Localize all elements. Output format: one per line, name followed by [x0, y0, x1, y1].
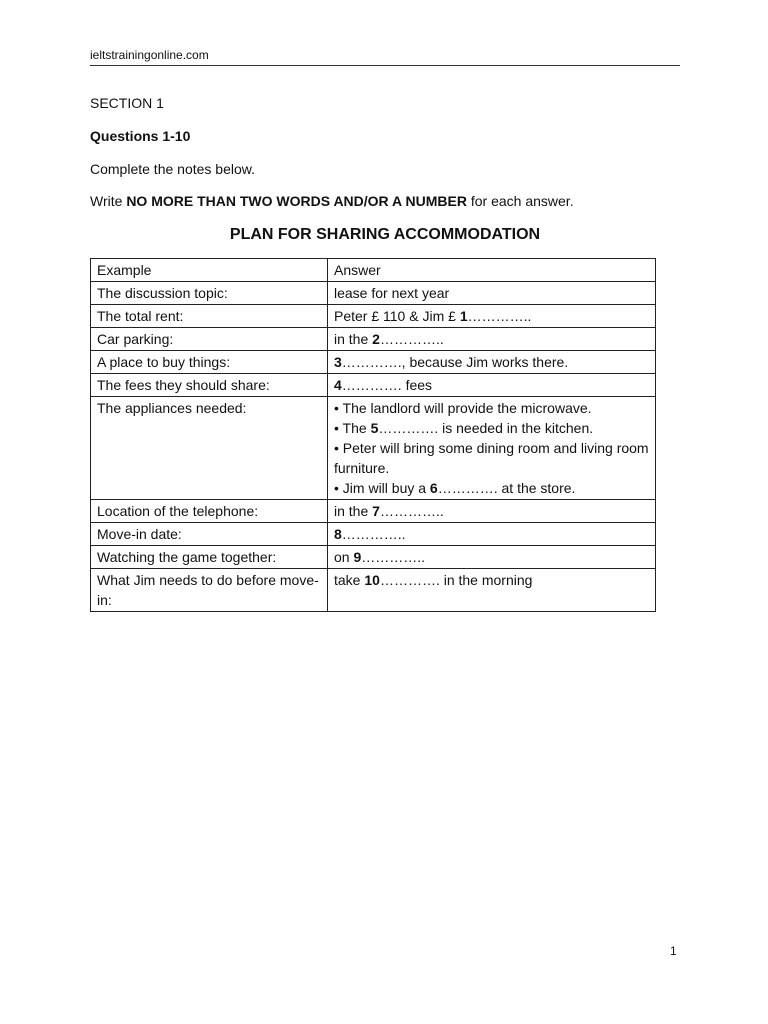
header-rule — [90, 65, 680, 66]
table-row — [91, 305, 656, 328]
row-answer — [328, 397, 656, 500]
answer-text: in the — [334, 331, 373, 347]
section-heading: SECTION 1 — [90, 95, 164, 111]
row-label: The fees they should share: — [91, 374, 328, 397]
table-row — [91, 351, 656, 374]
row-label: Location of the telephone: — [91, 500, 328, 523]
answer-text: in the — [334, 503, 373, 519]
row-answer — [328, 351, 656, 374]
question-number: 10 — [364, 572, 380, 588]
answer-text: • The landlord will provide the microwave. — [334, 400, 592, 416]
instruction-write-prefix: Write — [90, 193, 127, 209]
answer-text: Peter £ 110 & Jim £ — [334, 308, 460, 324]
table-header-row — [91, 259, 656, 282]
answer-text: • Peter will bring some dining room and living room furniture. — [334, 440, 649, 476]
question-number: 2 — [372, 331, 380, 347]
row-answer — [328, 569, 656, 612]
table-row — [91, 546, 656, 569]
instruction-complete: Complete the notes below. — [90, 161, 255, 177]
question-number: 9 — [353, 549, 362, 565]
row-label: Watching the game together: — [91, 546, 328, 569]
answer-text: lease for next year — [334, 285, 450, 301]
table-row — [91, 328, 656, 351]
bullet-item — [334, 398, 649, 418]
question-number: 6 — [429, 480, 438, 496]
question-number: 8 — [334, 526, 342, 542]
table-row — [91, 500, 656, 523]
answer-text: ………….. — [379, 503, 444, 519]
instruction-write-suffix: for each answer. — [466, 193, 574, 209]
question-number: 4 — [334, 377, 342, 393]
row-answer — [328, 328, 656, 351]
notes-table-body — [91, 259, 656, 612]
row-label: What Jim needs to do before move-in: — [91, 569, 328, 612]
answer-text: ………….. — [379, 331, 444, 347]
answer-text: take — [334, 572, 365, 588]
row-label: Car parking: — [91, 328, 328, 351]
answer-text: ………….. — [361, 549, 426, 565]
instruction-word-limit: NO MORE THAN TWO WORDS AND/OR A NUMBER — [126, 193, 467, 209]
answer-text: ………….. — [341, 526, 406, 542]
answer-text: …………. fees — [341, 377, 433, 393]
notes-table — [90, 258, 656, 612]
row-answer — [328, 305, 656, 328]
answer-text: …………. at the store. — [437, 480, 576, 496]
answer-text: …………. is needed in the kitchen. — [378, 420, 594, 436]
answer-text: • The — [334, 420, 371, 436]
bullet-item — [334, 418, 649, 438]
answer-text: …………. in the morning — [379, 572, 533, 588]
question-number: 5 — [370, 420, 379, 436]
question-number: 1 — [459, 308, 468, 324]
row-answer — [328, 523, 656, 546]
page-number: 1 — [670, 944, 677, 958]
row-answer — [328, 282, 656, 305]
instruction-write — [90, 193, 574, 209]
header-cell-answer: Answer — [328, 259, 656, 282]
answer-text: ………….. — [467, 308, 532, 324]
row-label: Move-in date: — [91, 523, 328, 546]
row-answer — [328, 546, 656, 569]
table-row — [91, 374, 656, 397]
row-label: The appliances needed: — [91, 397, 328, 500]
answer-text: …………., because Jim works there. — [341, 354, 569, 370]
question-number: 7 — [372, 503, 380, 519]
table-row — [91, 569, 656, 612]
row-label: The total rent: — [91, 305, 328, 328]
notes-title: PLAN FOR SHARING ACCOMMODATION — [229, 226, 541, 243]
questions-heading: Questions 1-10 — [90, 128, 191, 144]
row-answer — [328, 500, 656, 523]
bullet-item — [334, 438, 649, 478]
bullet-item — [334, 478, 649, 498]
table-row — [91, 282, 656, 305]
answer-text: • Jim will buy a — [334, 480, 430, 496]
row-answer — [328, 374, 656, 397]
row-label: The discussion topic: — [91, 282, 328, 305]
table-row — [91, 397, 656, 500]
header-cell-example: Example — [91, 259, 328, 282]
answer-text: on — [334, 549, 354, 565]
row-label: A place to buy things: — [91, 351, 328, 374]
site-url: ieltstrainingonline.com — [90, 48, 209, 62]
question-number: 3 — [334, 354, 342, 370]
table-row — [91, 523, 656, 546]
